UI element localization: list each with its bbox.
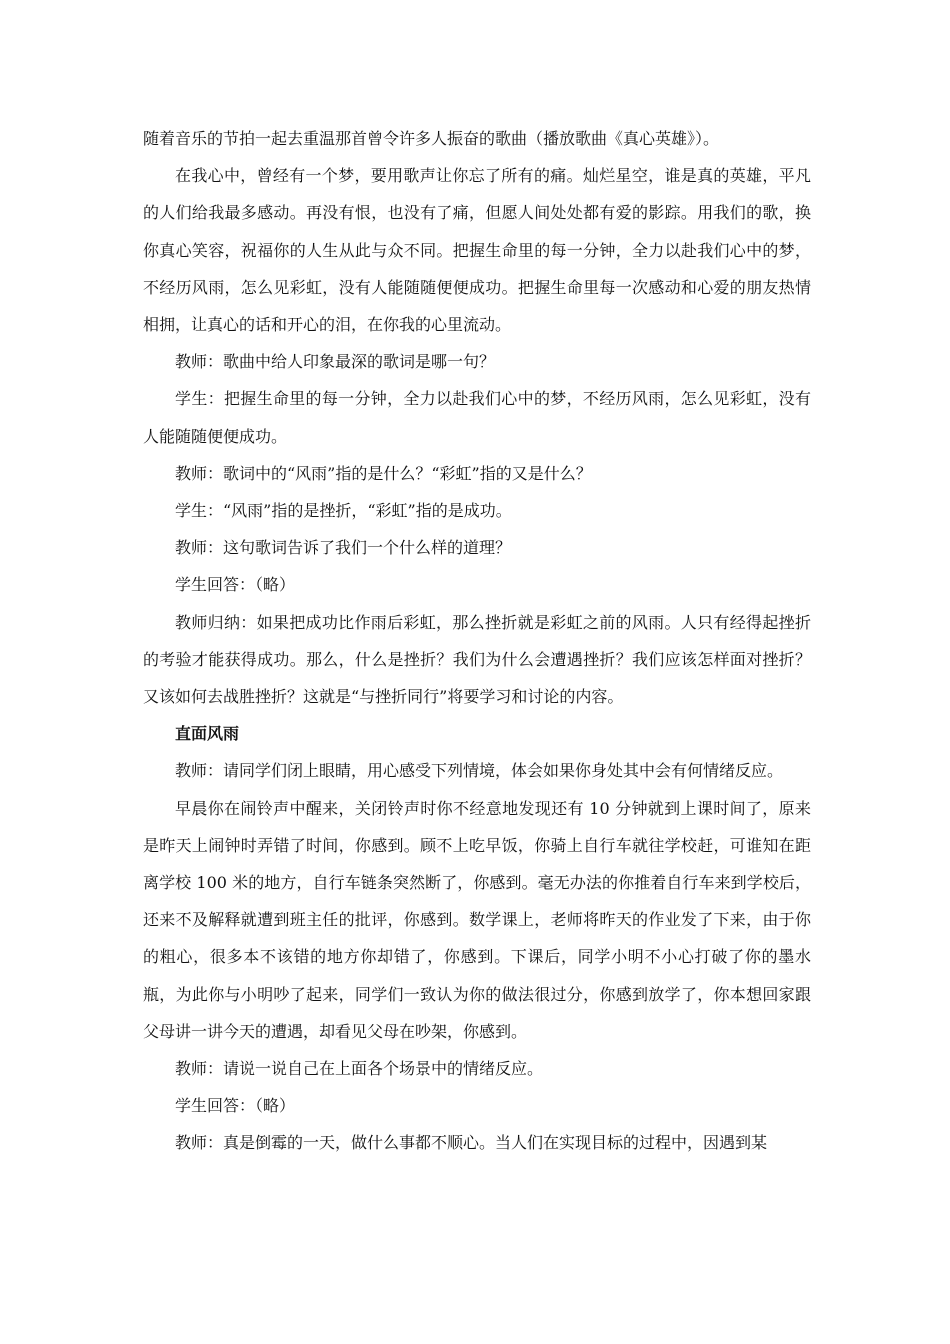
paragraph-teacher-instruction: 教师：请同学们闭上眼睛，用心感受下列情境，体会如果你身处其中会有何情绪反应。 <box>175 761 784 781</box>
paragraph-teacher-question-2: 教师：歌词中的“风雨”指的是什么？“彩虹”指的又是什么？ <box>175 463 592 483</box>
paragraph-teacher-question-4: 教师：请说一说自己在上面各个场景中的情绪反应。 <box>175 1059 544 1079</box>
paragraph-song-lyrics: 在我心中，曾经有一个梦，要用歌声让你忘了所有的痛。灿烂星空，谁是真的英雄，平凡的人们给我最多感动。再没有恨，也没有了痛，但愿人间处处都有爱的影踪。用我们的歌，换你真心笑容，祝福你的人生从此与众不同。把握生命里的每一分钟，全力以赴我们心中的梦，不经历风雨，怎么见彩虹，没有人能随随便便成功。把握生命里每一次感动和心爱的朋友热情相拥，让真心的话和开心的泪，在你我的心里流动。 <box>143 166 811 335</box>
paragraph-teacher-conclusion: 教师：真是倒霉的一天，做什么事都不顺心。当人们在实现目标的过程中，因遇到某 <box>175 1133 768 1153</box>
paragraph-teacher-summary: 教师归纳：如果把成功比作雨后彩虹，那么挫折就是彩虹之前的风雨。人只有经得起挫折的考验才能获得成功。那么，什么是挫折？我们为什么会遭遇挫折？我们应该怎样面对挫折？又该如何去战胜挫折？这就是“与挫折同行”将要学习和讨论的内容。 <box>143 612 811 707</box>
section-heading: 直面风雨 <box>175 724 240 744</box>
document-body <box>143 120 811 1162</box>
paragraph-teacher-question-1: 教师：歌曲中给人印象最深的歌词是哪一句？ <box>175 352 496 372</box>
paragraph-student-answer-1: 学生：把握生命里的每一分钟，全力以赴我们心中的梦，不经历风雨，怎么见彩虹，没有人能随随便便成功。 <box>143 389 811 446</box>
paragraph-scenario: 早晨你在闹铃声中醒来，关闭铃声时你不经意地发现还有 10 分钟就到上课时间了，原来是昨天上闹钟时弄错了时间，你感到。顾不上吃早饭，你骑上自行车就往学校赶，可谁知在距离学校 100 米的地方，自行车链条突然断了，你感到。毫无办法的你推着自行车来到学校后，还来不及解释就遭到班主任的批评，你感到。数学课上，老师将昨天的作业发了下来，由于你的粗心，很多本不该错的地方你却错了，你感到。下课后，同学小明不小心打破了你的墨水瓶，为此你与小明吵了起来，同学们一致认为你的做法很过分，你感到放学了，你本想回家跟父母讲一讲今天的遭遇，却看见父母在吵架，你感到。 <box>143 798 811 1041</box>
paragraph-student-answer-2: 学生：“风雨”指的是挫折，“彩虹”指的是成功。 <box>175 501 512 521</box>
paragraph-teacher-question-3: 教师：这句歌词告诉了我们一个什么样的道理？ <box>175 538 512 558</box>
paragraph-song-intro: 随着音乐的节拍一起去重温那首曾令许多人振奋的歌曲（播放歌曲《真心英雄》）。 <box>143 129 720 148</box>
paragraph-student-answer-4: 学生回答：（略） <box>175 1096 296 1116</box>
paragraph-student-answer-3: 学生回答：（略） <box>175 575 296 595</box>
